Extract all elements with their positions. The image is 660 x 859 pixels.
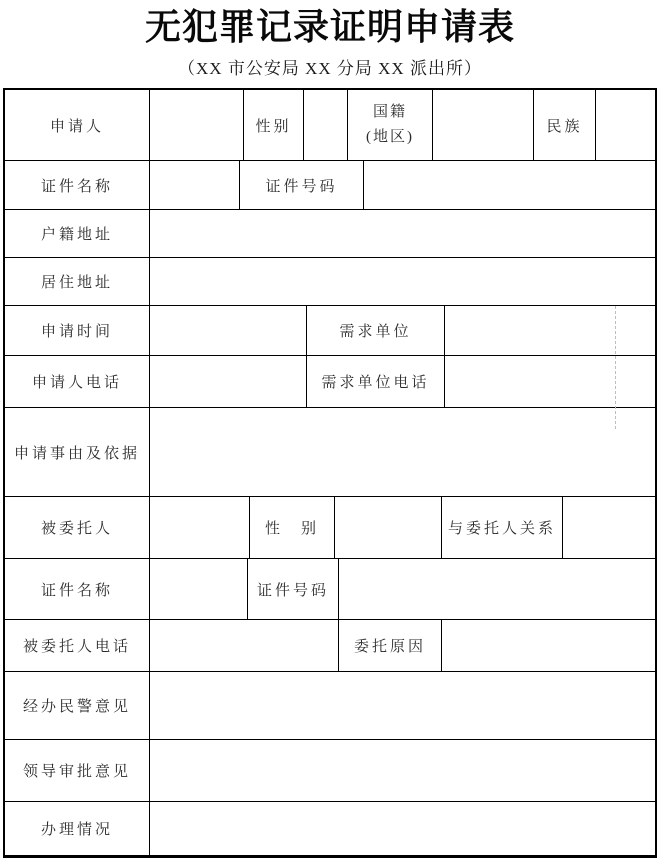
reason-and-basis-label: 申请事由及依据: [5, 408, 150, 497]
form-row-residence-address: [5, 258, 655, 306]
id-number-value-cell[interactable]: [364, 161, 655, 210]
residence-address-label: 居住地址: [5, 258, 150, 306]
form-row-entrusted-id: [5, 559, 655, 620]
entrust-reason-label: 委托原因: [339, 620, 442, 672]
entrusted-person-value-cell[interactable]: [150, 497, 250, 559]
processing-status-value-cell[interactable]: [150, 802, 655, 856]
request-unit-value-cell[interactable]: [445, 306, 655, 356]
gender-value-cell[interactable]: [304, 90, 348, 161]
relation-value-cell[interactable]: [563, 497, 655, 559]
id-name-label: 证件名称: [5, 161, 150, 210]
relation-label: 与委托人关系: [442, 497, 563, 559]
entrusted-id-name-value-cell[interactable]: [150, 559, 248, 620]
form-row-applicant: [5, 90, 655, 161]
applicant-phone-label: 申请人电话: [5, 356, 150, 408]
form-row-processing-status: [5, 802, 655, 856]
request-unit-phone-value-cell[interactable]: [445, 356, 655, 408]
dashed-gridline: [615, 306, 616, 429]
nationality-label-line1: 国籍: [372, 104, 407, 120]
apply-time-label: 申请时间: [5, 306, 150, 356]
household-address-value-cell[interactable]: [150, 210, 655, 258]
residence-address-value-cell[interactable]: [150, 258, 655, 306]
application-form-table: [3, 88, 657, 858]
ethnicity-label: 民族: [534, 90, 596, 161]
officer-opinion-value-cell[interactable]: [150, 672, 655, 740]
leader-approval-value-cell[interactable]: [150, 740, 655, 802]
form-subtitle: （XX 市公安局 XX 分局 XX 派出所）: [178, 59, 482, 78]
form-row-household-address: [5, 210, 655, 258]
household-address-label: 户籍地址: [5, 210, 150, 258]
entrusted-person-label: 被委托人: [5, 497, 150, 559]
entrusted-gender-value-cell[interactable]: [335, 497, 442, 559]
form-row-phones: [5, 356, 655, 408]
officer-opinion-label: 经办民警意见: [5, 672, 150, 740]
id-number-label: 证件号码: [240, 161, 364, 210]
apply-time-value-cell[interactable]: [150, 306, 307, 356]
applicant-phone-value-cell[interactable]: [150, 356, 307, 408]
id-name-value-cell[interactable]: [150, 161, 240, 210]
request-unit-label: 需求单位: [307, 306, 445, 356]
entrusted-phone-value-cell[interactable]: [150, 620, 339, 672]
entrusted-id-number-label: 证件号码: [248, 559, 339, 620]
applicant-value-cell[interactable]: [150, 90, 244, 161]
entrusted-gender-label: 性 别: [250, 497, 335, 559]
form-row-reason: [5, 408, 655, 497]
processing-status-label: 办理情况: [5, 802, 150, 856]
entrusted-phone-label: 被委托人电话: [5, 620, 150, 672]
form-row-entrusted-phone: [5, 620, 655, 672]
reason-and-basis-value-cell[interactable]: [150, 408, 655, 497]
nationality-label: [348, 90, 433, 161]
form-row-leader-approval: [5, 740, 655, 802]
leader-approval-label: 领导审批意见: [5, 740, 150, 802]
ethnicity-value-cell[interactable]: [596, 90, 655, 161]
applicant-label: 申请人: [5, 90, 150, 161]
gender-label: 性别: [244, 90, 304, 161]
entrusted-id-name-label: 证件名称: [5, 559, 150, 620]
nationality-label-lines: [366, 100, 414, 150]
form-title: 无犯罪记录证明申请表: [144, 6, 515, 47]
form-row-apply-time: [5, 306, 655, 356]
form-row-id: [5, 161, 655, 210]
request-unit-phone-label: 需求单位电话: [307, 356, 445, 408]
entrusted-id-number-value-cell[interactable]: [339, 559, 655, 620]
nationality-value-cell[interactable]: [433, 90, 534, 161]
form-row-entrusted-person: [5, 497, 655, 559]
form-row-officer-opinion: [5, 672, 655, 740]
entrust-reason-value-cell[interactable]: [442, 620, 655, 672]
nationality-label-line2: (地区): [366, 129, 414, 145]
